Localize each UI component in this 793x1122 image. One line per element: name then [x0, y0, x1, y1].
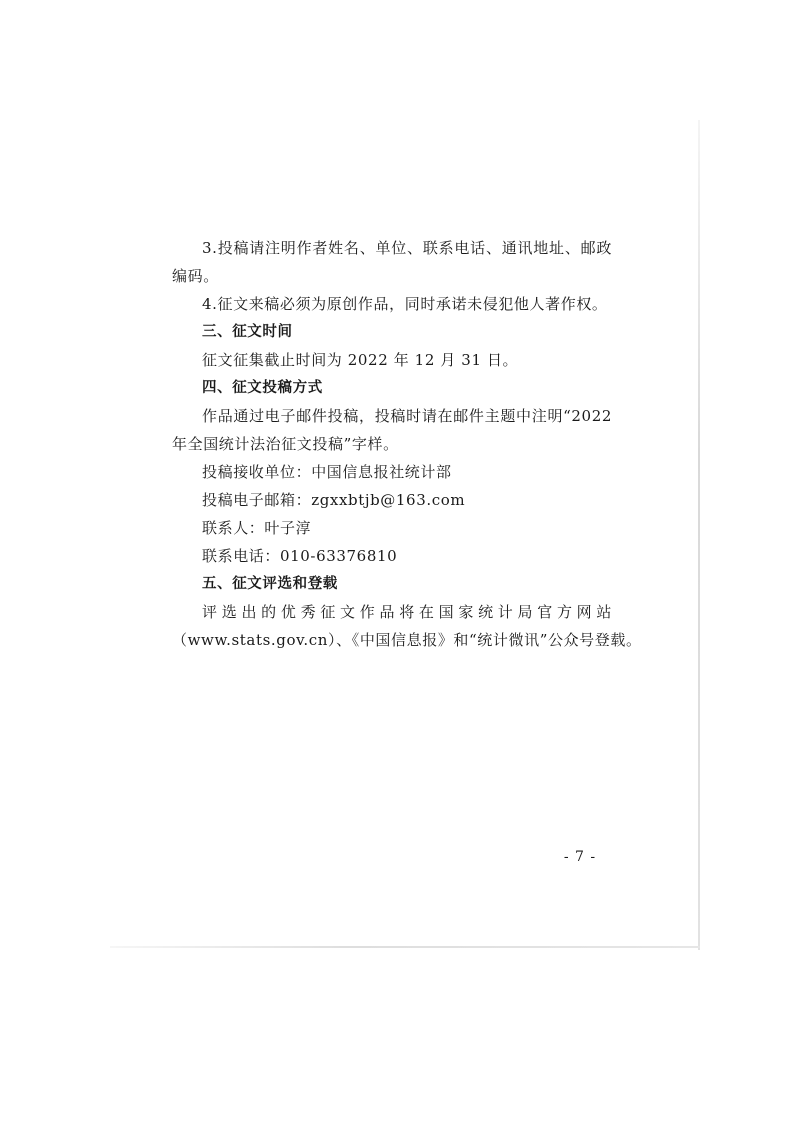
paragraph-contact-person: 联系人：叶子淳 [202, 519, 312, 537]
section-4-heading: 四、征文投稿方式 [202, 380, 323, 396]
section-5-heading: 五、征文评选和登载 [202, 576, 338, 592]
paragraph-item-3-line-1: 3.投稿请注明作者姓名、单位、联系电话、通讯地址、邮政 [202, 239, 612, 257]
paragraph-receiver: 投稿接收单位：中国信息报社统计部 [202, 463, 452, 481]
paragraph-submission-line-1: 作品通过电子邮件投稿，投稿时请在邮件主题中注明“2022 [202, 407, 612, 425]
paragraph-item-3-line-2: 编码。 [172, 267, 219, 285]
sheet-edge-right [698, 120, 700, 950]
paragraph-publish-line-2: （www.stats.gov.cn）、《中国信息报》和“统计微讯”公众号登载。 [172, 631, 642, 649]
paragraph-publish-line-1: 评选出的优秀征文作品将在国家统计局官方网站 [202, 603, 612, 621]
paragraph-email: 投稿电子邮箱：zgxxbtjb@163.com [202, 491, 466, 509]
page-number: - 7 - [563, 849, 597, 865]
paragraph-contact-phone: 联系电话：010-63376810 [202, 547, 398, 565]
sheet-edge-bottom [110, 946, 700, 948]
document-body [172, 234, 642, 654]
paragraph-submission-line-2: 年全国统计法治征文投稿”字样。 [172, 435, 399, 453]
paragraph-item-4: 4.征文来稿必须为原创作品，同时承诺未侵犯他人著作权。 [202, 295, 608, 313]
paragraph-deadline: 征文征集截止时间为 2022 年 12 月 31 日。 [202, 351, 519, 369]
section-3-heading: 三、征文时间 [202, 324, 293, 340]
